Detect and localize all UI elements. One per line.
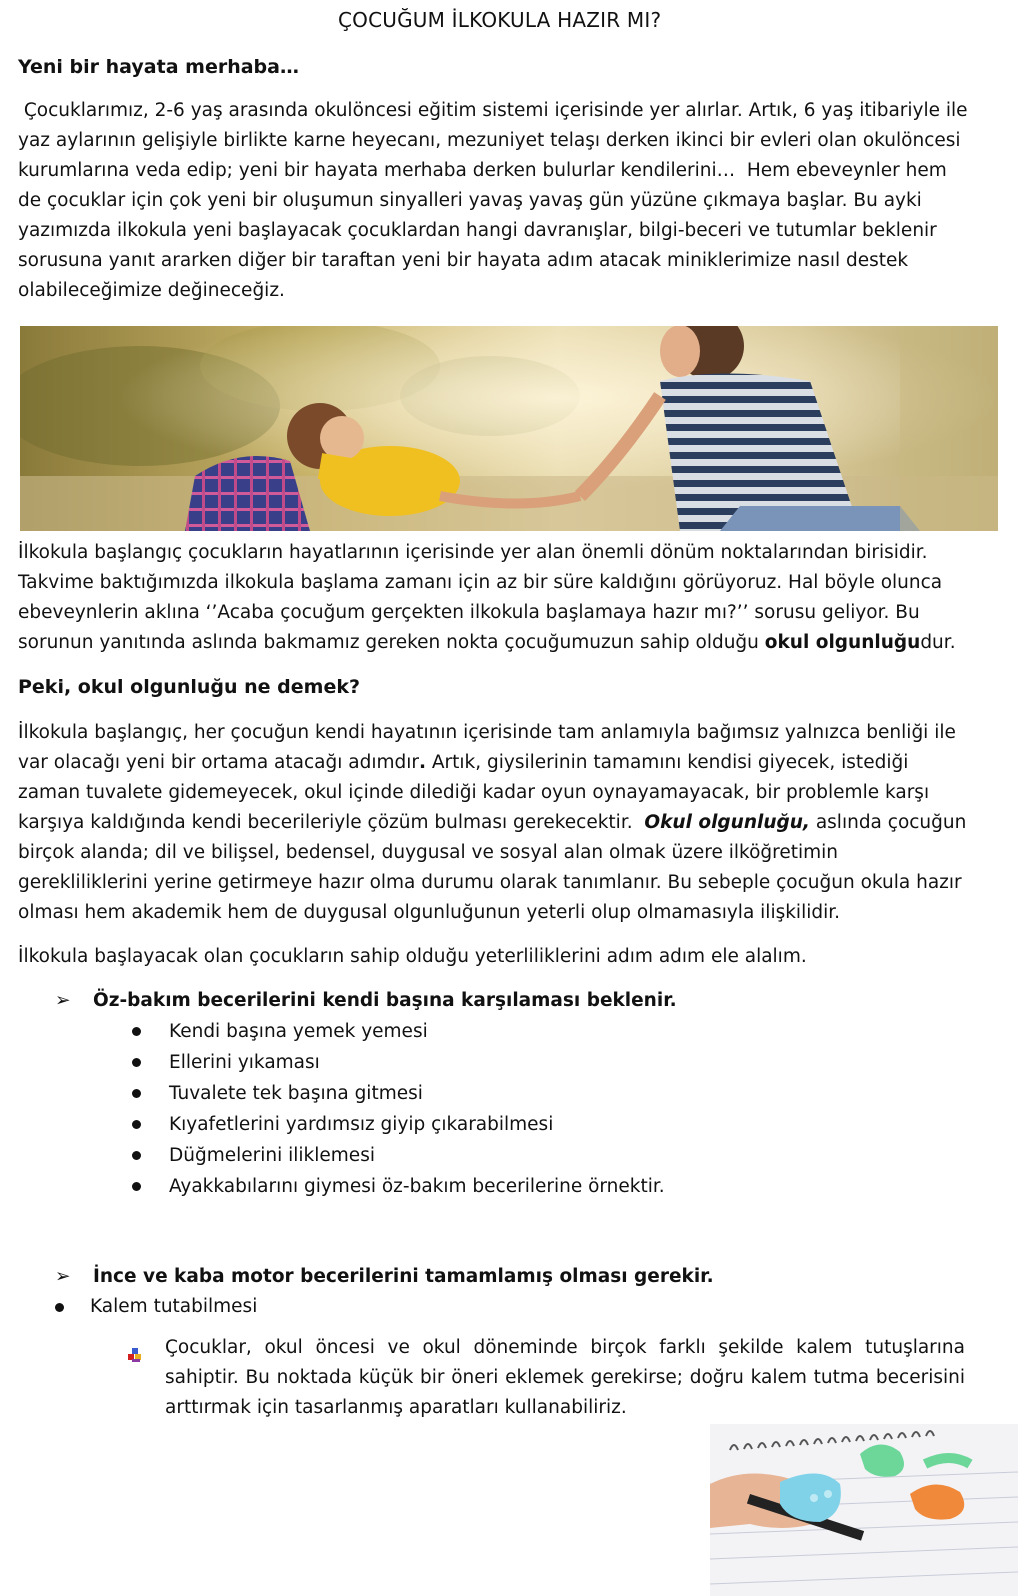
para2-text: İlkokula başlangıç çocukların hayatlarının içerisinde yer alan önemli dönüm noktalarından birisidir. Takvime baktığımızda ilkokula başlama zamanı için az bir süre kaldığını görüyoruz. Hal böyle olunca ebeveynlerin aklına ‘’Acaba çocuğum gerçekten ilkokula başlamaya hazır mı?’’ sorusu geliyor. Bu sorunun yanıtında aslında bakmamız gereken nokta çocuğumuzun sahip olduğu bbox=[18, 542, 943, 653]
heading-school-readiness: Peki, okul olgunluğu ne demek? bbox=[18, 676, 360, 698]
list-item bbox=[128, 1016, 665, 1047]
para3-c: aslında çocuğun birçok alanda; dil ve bilişsel, bedensel, duygusal ve sosyal alan olmak üzere ilköğretimin gerekliliklerini yerine getirmeye hazır olma durumu olarak tanımlanır. Bu sebeple çocuğun okula hazır olması hem akademik hem de duygusal olgunluğunun yeterli olup olmamasıyla ilişkilidir. bbox=[18, 812, 967, 923]
section-motor-skills-heading bbox=[55, 1266, 714, 1287]
paragraph-steps bbox=[18, 942, 968, 972]
section1-heading: Öz-bakım becerilerini kendi başına karşılaması beklenir. bbox=[93, 990, 677, 1011]
intro-text: Çocuklarımız, 2-6 yaş arasında okulöncesi eğitim sistemi içerisinde yer alırlar. Artık, 6 yaş itibariyle ile yaz aylarının gelişiyle birlikte karne heyecanı, mezuniyet telaşı derken ikinci bir evleri olan okulöncesi kurumlarına veda edip; yeni bir hayata merhaba derken bulurlar kendilerini… Hem ebeveynler hem de çocuklar için çok yeni bir oluşumun sinyalleri yavaş yavaş gün yüzüne çıkmaya başlar. Bu ayki yazımızda ilkokula yeni başlayacak çocuklardan hangi davranışlar, bilgi-beceri ve tutumlar beklenir sorusuna yanıt ararken diğer bir taraftan yeni bir hayata adım atacak miniklerimize nasıl destek olabileceğimize değineceğiz. bbox=[18, 100, 974, 301]
para3-dot: . bbox=[418, 752, 426, 773]
intro-paragraph bbox=[18, 96, 974, 306]
round-bullet-icon bbox=[132, 1089, 141, 1098]
round-bullet-icon bbox=[132, 1027, 141, 1036]
heading-new-life: Yeni bir hayata merhaba… bbox=[18, 56, 299, 78]
para3-bold-italic: Okul olgunluğu, bbox=[644, 812, 810, 833]
para2-end: dur. bbox=[920, 632, 956, 653]
list-item bbox=[128, 1171, 665, 1202]
section-self-care-heading bbox=[55, 990, 677, 1011]
para3-a: İlkokula başlangıç, her çocuğun kendi hayatının içerisinde tam anlamıyla bağımsız yalnızca benliği ile var olacağı yeni bir ortama atacağı adımdır bbox=[18, 722, 956, 773]
round-bullet-icon bbox=[132, 1058, 141, 1067]
paragraph-definition bbox=[18, 718, 968, 928]
arrowhead-bullet-icon: ➢ bbox=[55, 1266, 71, 1287]
four-square-bullet-icon bbox=[128, 1348, 142, 1362]
list-item-text: Kıyafetlerini yardımsız giyip çıkarabilmesi bbox=[169, 1114, 554, 1135]
self-care-list bbox=[128, 1016, 665, 1202]
para3-b: Artık, giysilerinin tamamını kendisi giyecek, istediği zaman tuvalete gidemeyecek, okul içinde dilediği kadar oyun oynayamayacak, bir problemle karşı karşıya kaldığında kendi becerileriyle çözüm bulması gerekecektir. bbox=[18, 752, 935, 833]
pencil-grip-text: Kalem tutabilmesi bbox=[90, 1296, 258, 1317]
document-title: ÇOCUĞUM İLKOKULA HAZIR MI? bbox=[338, 8, 662, 32]
paragraph-milestone bbox=[18, 538, 968, 658]
list-item bbox=[128, 1078, 665, 1109]
section2-heading: İnce ve kaba motor becerilerini tamamlamış olması gerekir. bbox=[93, 1266, 714, 1287]
list-item bbox=[128, 1140, 665, 1171]
round-bullet-icon bbox=[132, 1120, 141, 1129]
para4-text: İlkokula başlayacak olan çocukların sahip olduğu yeterliliklerini adım adım ele alalım. bbox=[18, 946, 807, 967]
list-item bbox=[128, 1109, 665, 1140]
list-item-text: Düğmelerini iliklemesi bbox=[169, 1145, 375, 1166]
arrowhead-bullet-icon: ➢ bbox=[55, 990, 71, 1011]
round-bullet-icon bbox=[132, 1151, 141, 1160]
pencil-grip-description: Çocuklar, okul öncesi ve okul döneminde birçok farklı şekilde kalem tutuşlarına sahiptir. Bu noktada küçük bir öneri eklemek gerekirse; doğru kalem tutma becerisini arttırmak için tasarlanmış aparatları kullanabiliriz. bbox=[165, 1337, 965, 1418]
round-bullet-icon bbox=[55, 1303, 64, 1312]
pencil-grip-photo bbox=[710, 1424, 1018, 1596]
list-item bbox=[128, 1047, 665, 1078]
round-bullet-icon bbox=[132, 1182, 141, 1191]
hero-photo-mother-child bbox=[20, 326, 998, 531]
list-item-text: Kendi başına yemek yemesi bbox=[169, 1021, 428, 1042]
list-item-text: Ellerini yıkaması bbox=[169, 1052, 320, 1073]
para2-bold: okul olgunluğu bbox=[764, 632, 921, 653]
pencil-grip-bullet bbox=[55, 1296, 257, 1317]
list-item-text: Ayakkabılarını giymesi öz-bakım becerilerine örnektir. bbox=[169, 1176, 665, 1197]
list-item-text: Tuvalete tek başına gitmesi bbox=[169, 1083, 423, 1104]
